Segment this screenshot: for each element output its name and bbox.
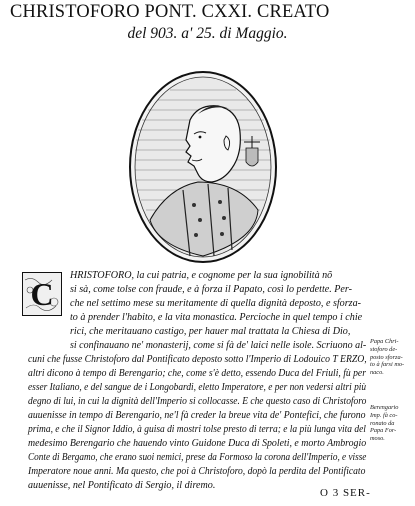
margin-note-line: to à farsi mo- xyxy=(370,361,405,369)
body-line: altri dicono à tempo di Berengario; che, come s'è detto, essendo Duca del Friuli, fù per xyxy=(28,368,366,379)
body-line: Conte di Bergamo, che erano suoi nemici, prese da Formoso la corona dell'Imperio, e visse xyxy=(28,452,367,463)
margin-note-line: Imp. fà co- xyxy=(370,411,398,419)
body-line: auuenisse, nel Pontificato di Sergio, il diremo. xyxy=(28,480,216,491)
body-line: HRISTOFORO, la cui patria, e cognome per la sua ignobilità nõ xyxy=(70,270,333,281)
margin-note xyxy=(370,404,398,443)
body-line: degno di lui, in cui la dignità dell'Imperio si collocasse. E che questo caso di Christoforo xyxy=(28,396,367,407)
initial-letter: C xyxy=(30,276,54,312)
margin-note-line: Papa Chri- xyxy=(370,338,399,345)
margin-note-line: moso. xyxy=(370,435,385,443)
body-line: medesimo Berengario che hauendo vinto Guidone Duca di Spoleti, e morto Ambrogio xyxy=(28,438,367,449)
margin-note xyxy=(370,338,404,377)
body-line: to à prender l'habito, e la vita monastica. Percioche in quel tempo i chie xyxy=(70,312,363,323)
body-line: si confinauano ne' monasterij, come si fà de' laici nelle isole. Scriuono al- xyxy=(70,340,367,351)
portrait-medallion-icon xyxy=(128,70,278,264)
body-line: auuenisse in tempo di Berengario, ne'l fà creder la breue vita de' Pontefici, che furono xyxy=(28,410,366,421)
body-line: si sà, come tolse con fraude, e à forza il Papato, così lo perdette. Per- xyxy=(70,284,353,295)
body-line: che nel settimo mese su meritamente di quella dignità deposto, e sforza- xyxy=(70,298,361,309)
margin-note-line: Berengario xyxy=(370,404,399,411)
margin-note-line: ronato da xyxy=(370,419,395,427)
page-signature: O 3 SER- xyxy=(320,487,371,499)
margin-note-line: naco. xyxy=(370,369,384,377)
body-line: esser Italiano, e del sangue de i Longobardi, eletto Imperatore, e per non vedersi altri più xyxy=(28,382,367,393)
page-subtitle-date: del 903. a' 25. di Maggio. xyxy=(127,25,288,42)
page-title: CHRISTOFORO PONT. CXXI. CREATO xyxy=(10,2,330,22)
body-line: Imperatore noue anni. Ma questo, che poi à Christoforo, dopò la perdita del Pontificato xyxy=(28,466,366,477)
body-line: cuni che fusse Christoforo dal Pontificato deposto sotto l'Imperio di Lodouico T ERZO, xyxy=(28,354,367,365)
body-line: prima, e che il Signor Iddio, à guisa di mostri tolse presto di terra; e la più lunga vita del xyxy=(28,424,366,435)
ornate-initial-C-icon xyxy=(22,272,62,316)
margin-note-line: Papa For- xyxy=(370,427,397,435)
margin-note-line: posto sforza- xyxy=(370,353,403,361)
body-line: rici, che meritauano castigo, per hauer mal trattata la Chiesa di Dio, xyxy=(70,326,351,337)
margin-note-line: stoforo de- xyxy=(370,345,398,353)
